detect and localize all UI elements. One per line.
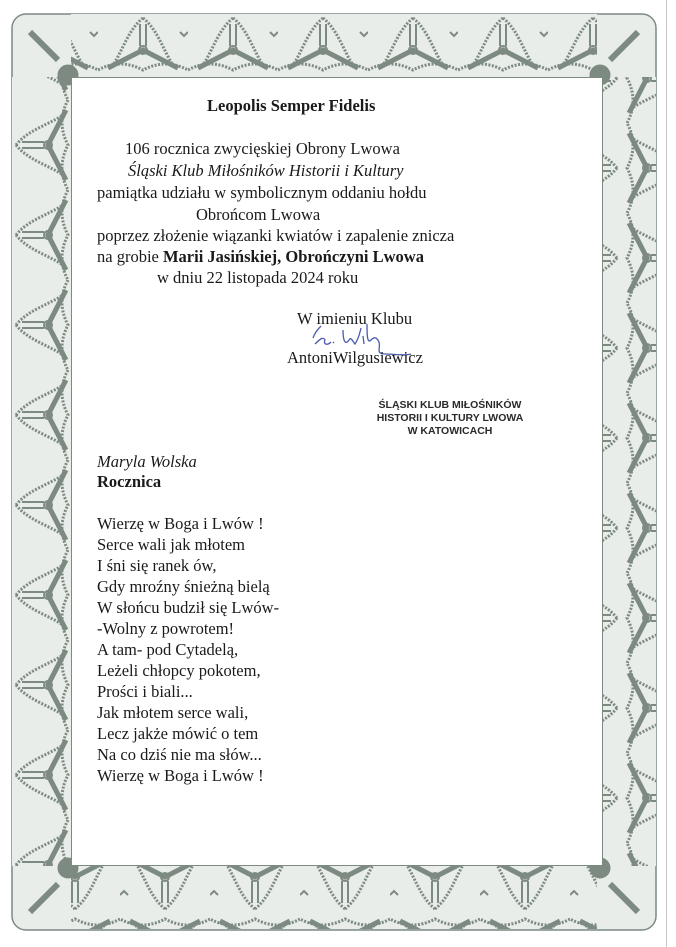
header-line-date: w dniu 22 listopada 2024 roku	[157, 268, 359, 287]
header-line-anniversary: 106 rocznica zwycięskiej Obrony Lwowa	[125, 139, 400, 158]
poem-line: Wierzę w Boga i Lwów !	[97, 514, 264, 533]
grave-name: Marii Jasińskiej, Obrończyni Lwowa	[162, 247, 424, 266]
poem-line: W słońcu budził się Lwów-	[97, 598, 280, 617]
header-line-grave	[97, 247, 424, 267]
poem-line: I śni się ranek ów,	[97, 556, 217, 575]
poem-line: Jak młotem serce wali,	[97, 703, 249, 722]
poem-line: -Wolny z powrotem!	[97, 619, 235, 638]
signature-on-behalf: W imieniu Klubu	[297, 309, 413, 328]
poem-line: Wierzę w Boga i Lwów !	[97, 766, 264, 785]
document-title: Leopolis Semper Fidelis	[207, 96, 376, 115]
stamp-line-3: W KATOWICACH	[407, 425, 493, 437]
poem-line: Prości i biali...	[97, 682, 193, 701]
stamp-line-2: HISTORII I KULTURY LWOWA	[376, 412, 524, 424]
header-line-defenders: Obrońcom Lwowa	[196, 205, 321, 224]
stamp-line-1: ŚLĄSKI KLUB MIŁOŚNIKÓW	[378, 399, 522, 411]
poem-line: Serce wali jak młotem	[97, 535, 245, 554]
header-line-wreath: poprzez złożenie wiązanki kwiatów i zapalenie znicza	[97, 226, 455, 245]
poem-line: Na co dziś nie ma słów...	[97, 745, 262, 764]
header-line-keepsake: pamiątka udziału w symbolicznym oddaniu hołdu	[97, 183, 427, 202]
header-line-club: Śląski Klub Miłośników Historii i Kultury	[128, 161, 404, 180]
signer-name: AntoniWilgusiewicz	[287, 348, 423, 367]
poem-line: Leżeli chłopcy pokotem,	[97, 661, 261, 680]
grave-prefix: na grobie	[97, 247, 163, 266]
poem-title: Rocznica	[97, 472, 162, 491]
poem-line: Gdy mroźny śnieżną bielą	[97, 577, 270, 596]
poem-line: Lecz jakże mówić o tem	[97, 724, 259, 743]
poem-author: Maryla Wolska	[97, 452, 197, 471]
poem-line: A tam- pod Cytadelą,	[97, 640, 239, 659]
club-stamp	[370, 399, 530, 438]
